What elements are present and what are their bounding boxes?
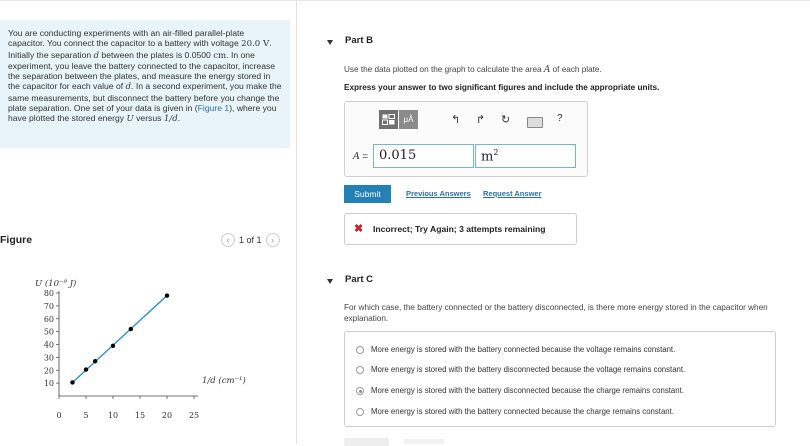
problem-text: . Initially the separation bbox=[8, 38, 272, 60]
top-border bbox=[0, 0, 810, 1]
y-tick-label: 20 bbox=[43, 366, 54, 376]
problem-text: . In a second experiment, you make the same measurements, but disconnect the battery before you change the plate separation. One set of your data is given in ( bbox=[8, 81, 282, 114]
y-tick-label: 40 bbox=[43, 340, 54, 350]
option-radio[interactable] bbox=[356, 346, 364, 354]
chevron-right-icon[interactable]: › bbox=[266, 233, 280, 247]
option-radio-selected[interactable] bbox=[356, 387, 364, 395]
part-b-express: Express your answer to two significant figures and include the appropriate units. bbox=[344, 83, 660, 92]
math-d: d bbox=[125, 82, 132, 93]
x-axis-label: 1/d (cm⁻¹) bbox=[202, 376, 246, 386]
problem-text: . bbox=[177, 113, 181, 124]
chevron-left-icon[interactable]: ‹ bbox=[221, 233, 235, 247]
redo-icon[interactable]: ↱ bbox=[476, 114, 486, 126]
submit-button-partial[interactable] bbox=[344, 438, 389, 446]
problem-text: versus bbox=[133, 113, 164, 124]
x-tick-label: 10 bbox=[107, 411, 119, 420]
y-tick-label: 50 bbox=[43, 327, 54, 337]
y-tick-label: 70 bbox=[43, 301, 54, 311]
data-point bbox=[111, 344, 115, 348]
collapse-caret-icon[interactable] bbox=[327, 279, 333, 284]
y-tick-label: 30 bbox=[43, 353, 54, 363]
incorrect-x-icon: ✖ bbox=[354, 223, 364, 235]
math-toolbar bbox=[379, 110, 418, 129]
part-c-title: Part C bbox=[345, 274, 373, 285]
answer-value-field[interactable]: 0.015 bbox=[373, 144, 474, 168]
pager-text: 1 of 1 bbox=[239, 235, 262, 245]
part-c-question-line2: explanation. bbox=[344, 314, 389, 323]
option-label[interactable]: More energy is stored with the battery disconnected because the voltage remains constant. bbox=[371, 365, 686, 374]
math-U: U bbox=[126, 114, 134, 125]
help-icon[interactable]: ? bbox=[557, 113, 563, 124]
reset-icon[interactable]: ↻ bbox=[501, 114, 511, 126]
data-point bbox=[84, 367, 88, 371]
templates-icon[interactable] bbox=[379, 110, 398, 129]
option-radio[interactable] bbox=[356, 366, 364, 374]
part-b-instruction: Use the data plotted on the graph to calculate the area A of each plate. bbox=[344, 65, 602, 75]
problem-text: You are conducting experiments with an air-filled parallel-plate capacitor. You connect the capacitor to a battery with voltage bbox=[8, 28, 245, 49]
column-divider bbox=[296, 0, 297, 444]
x-tick-label: 15 bbox=[134, 411, 146, 420]
keyboard-icon[interactable] bbox=[527, 117, 543, 128]
links-partial bbox=[404, 439, 444, 444]
request-answer-link[interactable]: Request Answer bbox=[483, 189, 542, 198]
answer-units-field[interactable]: $m^2$ bbox=[475, 144, 576, 168]
y-tick-label: 80 bbox=[43, 289, 54, 298]
x-tick-label: 0 bbox=[56, 411, 62, 420]
figure-link[interactable]: Figure 1 bbox=[197, 103, 230, 114]
data-point bbox=[165, 293, 169, 297]
part-b-title: Part B bbox=[345, 35, 373, 46]
math-d: d bbox=[93, 50, 100, 61]
previous-answers-link[interactable]: Previous Answers bbox=[406, 189, 471, 198]
y-tick-label: 60 bbox=[43, 314, 54, 324]
figure-title: Figure bbox=[0, 234, 33, 246]
option-label[interactable]: More energy is stored with the battery disconnected because the charge remains constant. bbox=[371, 386, 684, 395]
collapse-caret-icon[interactable] bbox=[327, 40, 333, 45]
x-tick-label: 25 bbox=[188, 411, 200, 420]
figure-pager bbox=[221, 233, 280, 247]
feedback-text: Incorrect; Try Again; 3 attempts remaining bbox=[373, 224, 546, 234]
problem-text: ), where you have plotted the stored energy bbox=[8, 103, 277, 124]
undo-icon[interactable]: ↰ bbox=[451, 114, 461, 126]
unit-cm: cm bbox=[213, 50, 227, 61]
units-mu-a-icon[interactable]: μÅ bbox=[399, 110, 418, 129]
answer-label: A = bbox=[353, 151, 369, 162]
voltage-value: 20.0 V bbox=[241, 39, 270, 50]
problem-text: . In one experiment, you leave the battery connected to the capacitor, increase the separation between the plates, and measure the energy stored in the capacitor for each value of bbox=[8, 49, 276, 92]
data-point bbox=[70, 380, 74, 384]
submit-button[interactable]: Submit bbox=[344, 185, 391, 203]
part-c-question-line1: For which case, the battery connected or the battery disconnected, is there more energy stored in the capacitor when bbox=[344, 303, 768, 312]
math-1-over-d: 1/d bbox=[163, 114, 178, 125]
y-axis-label: U (10⁻⁹ J) bbox=[35, 279, 77, 289]
x-tick-label: 20 bbox=[161, 411, 173, 420]
option-label[interactable]: More energy is stored with the battery connected because the charge remains constant. bbox=[371, 407, 674, 416]
option-radio[interactable] bbox=[356, 408, 364, 416]
problem-statement bbox=[0, 20, 290, 148]
problem-text: between the plates is 0.0500 bbox=[99, 49, 214, 60]
option-label[interactable]: More energy is stored with the battery connected because the voltage remains constant. bbox=[371, 345, 676, 354]
y-tick-label: 10 bbox=[43, 379, 54, 389]
x-tick-label: 5 bbox=[83, 411, 89, 420]
energy-vs-inverse-separation-chart bbox=[0, 272, 290, 442]
data-point bbox=[93, 359, 97, 363]
data-point bbox=[129, 327, 133, 331]
